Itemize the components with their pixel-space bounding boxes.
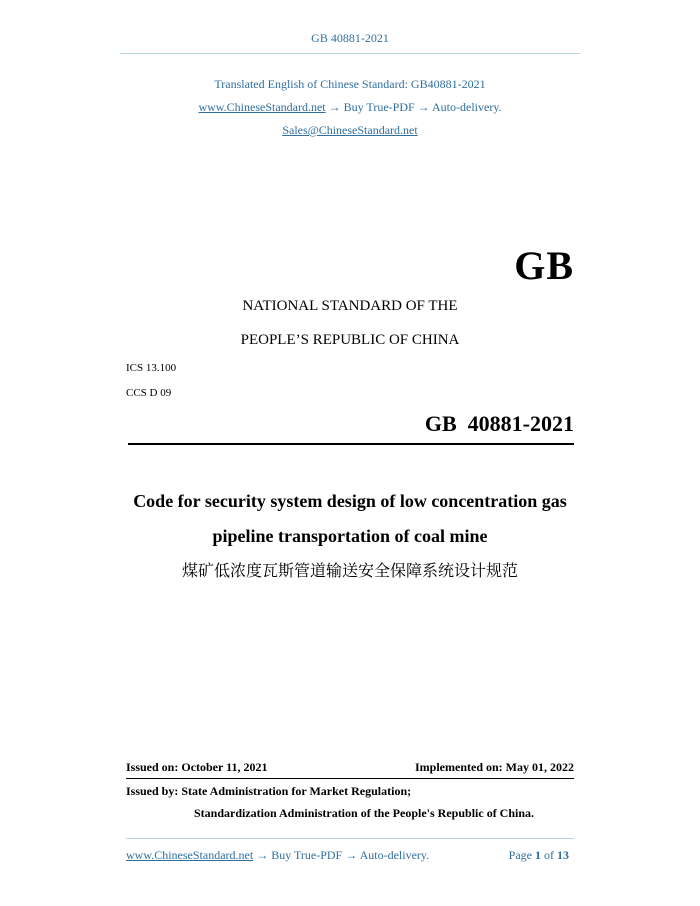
footer-divider [126, 838, 574, 839]
ics-code: ICS 13.100 [126, 362, 177, 374]
dates-rule [126, 778, 574, 779]
footer-buy-text: Buy True-PDF [271, 848, 343, 862]
title-line1: Code for security system design of low concentration gas [133, 491, 567, 511]
banner-line3 [0, 123, 700, 138]
footer-site-link[interactable]: www.ChineseStandard.net [126, 848, 254, 862]
standard-number: GB 40881-2021 [424, 411, 574, 436]
page-total: 13 [557, 848, 569, 862]
issued-by-line2: Standardization Administration of the People's Republic of China. [194, 806, 535, 820]
standard-number-rule [128, 443, 574, 445]
footer-delivery-text: Auto-delivery. [359, 848, 430, 862]
arrow-right-icon: → [417, 100, 430, 114]
page-current: 1 [535, 848, 541, 862]
ccs-code: CCS D 09 [126, 387, 172, 399]
title-chinese: 煤矿低浓度瓦斯管道输送安全保障系统设计规范 [181, 561, 518, 580]
banner-line1: Translated English of Chinese Standard: GB40881-2021 [214, 77, 486, 91]
issued-date: Issued on: October 11, 2021 [126, 760, 268, 774]
arrow-right-icon: → [328, 100, 341, 114]
page-indicator [509, 848, 569, 863]
national-standard-line1: NATIONAL STANDARD OF THE [242, 298, 458, 314]
national-standard-line2: PEOPLE’S REPUBLIC OF CHINA [240, 332, 460, 348]
arrow-right-icon: → [256, 848, 269, 862]
header-doc-id: GB 40881-2021 [311, 31, 389, 45]
banner-line2 [0, 100, 700, 115]
page-label: Page [508, 848, 532, 862]
title-line2: pipeline transportation of coal mine [212, 526, 488, 546]
issued-by-line1: Issued by: State Administration for Market Regulation; [126, 784, 412, 798]
arrow-right-icon: → [345, 848, 358, 862]
banner-delivery-text: Auto-delivery. [432, 100, 502, 114]
header-divider [120, 53, 580, 54]
banner-buy-text: Buy True-PDF [343, 100, 415, 114]
gb-logo: GB [514, 243, 574, 288]
banner-site-link[interactable]: www.ChineseStandard.net [198, 100, 326, 114]
banner-email-link[interactable]: Sales@ChineseStandard.net [282, 123, 418, 137]
footer-links [126, 848, 429, 863]
implemented-date: Implemented on: May 01, 2022 [415, 760, 574, 774]
of-label: of [544, 848, 554, 862]
